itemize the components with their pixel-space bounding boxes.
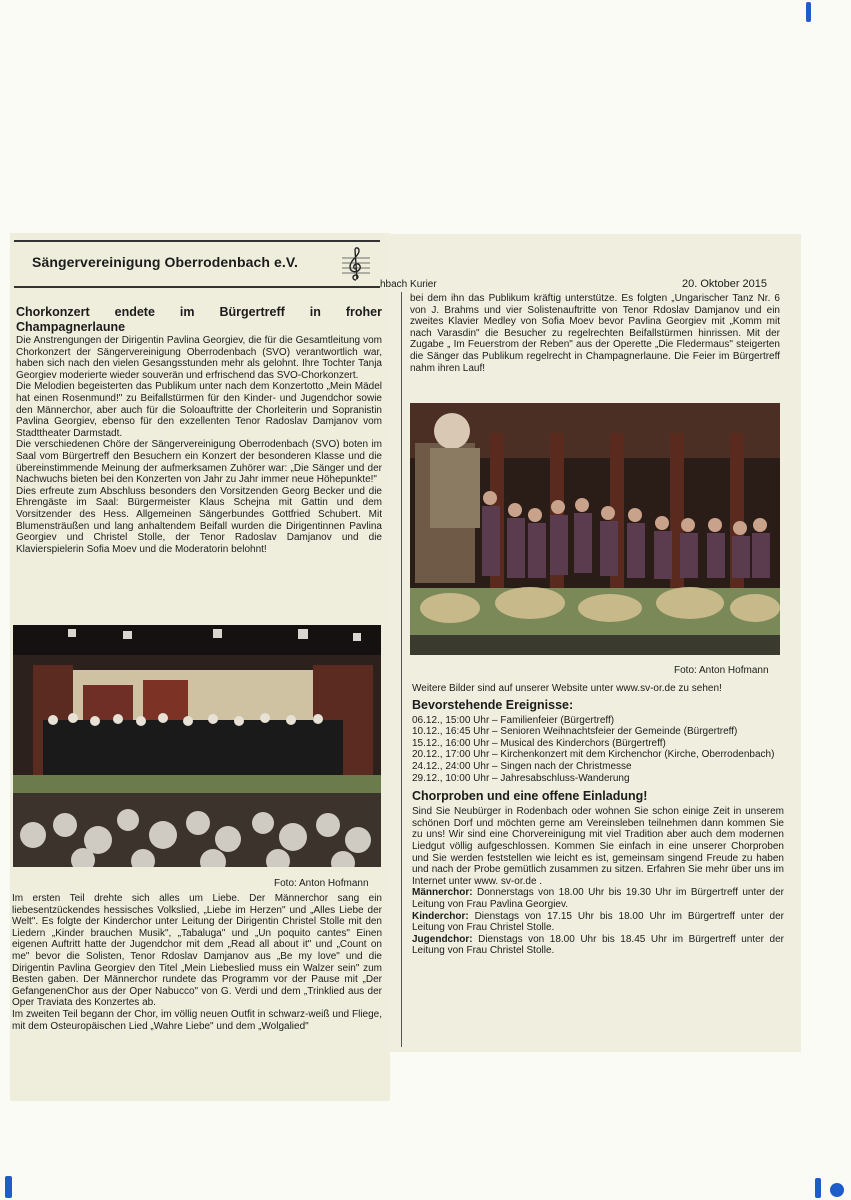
event-item: 06.12., 15:00 Uhr – Familienfeier (Bürgertreff) (412, 714, 615, 726)
rehearsal-label: Kinderchor: (412, 910, 469, 922)
article-left-top (16, 305, 382, 555)
events-list (412, 715, 784, 785)
article-paragraph: Die Melodien begeisterten das Publikum unter nach dem Konzertotto „Mein Mädel hat einen Rosenmund!" zu Beifallstürmen für den Kinder- und Jugendchor sowie den Männerchor, aber auch für die Soloauftritte der Chorleiterin und Sopranistin Pavlina Georgiev, ebenso für den exzellenten Tenor Radoslav Damjanov vom Stadttheater Darmstadt. (16, 381, 382, 439)
events-section (412, 683, 784, 957)
scan-mark (830, 1183, 844, 1197)
treble-clef-icon (342, 246, 370, 282)
invite-heading: Chorproben und eine offene Einladung! (412, 789, 648, 804)
article-headline: Chorkonzert endete im Bürgertreff in froher Champagnerlaune (16, 305, 382, 334)
rehearsal-item (412, 911, 784, 934)
rehearsal-text: Donnerstags von 18.00 Uhr bis 19.30 Uhr im Bürgertreff unter der Leitung von Frau Pavlina Georgiev. (412, 887, 784, 910)
event-item: 15.12., 16:00 Uhr – Musical des Kinderchors (Bürgertreff) (412, 737, 666, 749)
rehearsal-text: Dienstags von 18.00 Uhr bis 18.45 Uhr im Bürgertreff unter der Leitung von Frau Christel Stolle. (412, 933, 784, 957)
event-item: 20.12., 17:00 Uhr – Kirchenkonzert mit dem Kirchenchor (Kirche, Oberrodenbach) (412, 749, 775, 761)
issue-date: 20. Oktober 2015 (682, 278, 768, 290)
scan-mark (806, 2, 811, 22)
article-paragraph: Im zweiten Teil begann der Chor, im völlig neuen Outfit in schwarz-weiß und Fliege, mit dem Osteuropäischen Lied „Wahre Liebe" und dem „Wolgalied" (12, 1008, 382, 1032)
rehearsal-item (412, 887, 784, 910)
concert-photo (13, 625, 381, 867)
website-note: Weitere Bilder sind auf unserer Website unter www.sv-or.de zu sehen! (412, 683, 722, 694)
event-item: 24.12., 24:00 Uhr – Singen nach der Christmesse (412, 760, 632, 772)
rehearsal-label: Männerchor: (412, 887, 473, 899)
rehearsal-label: Jugendchor: (412, 933, 473, 945)
column-divider (401, 292, 402, 1047)
rehearsal-item (412, 934, 784, 957)
article-paragraph: Dies erfreute zum Abschluss besonders den Vorsitzenden Georg Becker und die Ehrengäste im Saal: Bürgermeister Klaus Schejna mit Gattin und dem Vorsitzender des Hess. Allgemeinen Sängerbundes Gottfried Schubert. Mit Blumensträußen und lang anhaltendem Beifall wurden die Dirigentinnen Pavlina Georgiev und Christel Stolle, der Tenor Radoslav Damjanov und die Klavierspielerin Sofia Moev und die Moderatorin belohnt! (16, 485, 382, 555)
article-paragraph: Im ersten Teil drehte sich alles um Liebe. Der Männerchor sang ein liebesentzückendes hessisches Volkslied, „Liebe im Herzen" und „Alles Liebe der Welt". Es folgte der Kinderchor unter Leitung der Dirigentin Christel Stolle mit den Liedern „Kinder brauchen Musik", „Tabaluga" und „Un poquito cantes" Einen eigenen Auftritt hatte der Jugendchor mit dem „Read all about it" und „Count on me" bevor die Solisten, Tenor Rdoslav Damjanov aus „Be my love" und die Dirigentin Pavlina Georgiev den Titel „Mein Liebeslied muss ein Walzer sein" zum Besten gaben. Der Männerchor rundete das Programm vor der Pause mit „Der GefangenenChor aus der Oper Nabucco" von G. Verdi und dem „Trinklied aus der Oper Traviata des Konzertes ab. (12, 893, 382, 1009)
photo-caption: Foto: Anton Hofmann (674, 665, 769, 676)
photo-caption: Foto: Anton Hofmann (274, 878, 369, 889)
invite-text: Sind Sie Neubürger in Rodenbach oder wohnen Sie schon einige Zeit in unserem schönen Dorf und möchten gerne am Vereinsleben teilnehmen dann kommen Sie zu uns! Wir sind eine Chorvereinigung mit viel Tradition aber auch dem modernen Liedgut völlig aufgeschlossen. Kommen Sie einfach in eine unserer Chorproben und Sie werden feststellen wie leicht es ist, gemeinsam singend Freude zu haben und nach der Probe gemütlich zusammen zu sitzen. Erfahren Sie mehr über uns im Internet unter www. sv-or.de . (412, 806, 784, 887)
article-continuation (410, 293, 780, 374)
article-left-bottom (12, 893, 382, 1032)
children-choir-photo (410, 403, 780, 655)
article-paragraph: bei dem ihn das Publikum kräftig unterstütze. Es folgten „Ungarischer Tanz Nr. 6 von J. Brahms und vier Solistenauftritte von Tenor Rdoslav Damjanov und ein zweites Klavier Medley von Sofia Moev bevor Pavlina Georgiev mit „Komm mit nach Varasdin" die Besucher zu regelrechten Beifallstürmen hinrissen. Mit der Zugabe „ Im Feuerstrom der Reben" aus der Operette „Die Fledermaus" steigerten die Sänger das Publikum regelrecht in Champagnerlaune. Die Feier im Bürgertreff nahm ihren Lauf! (410, 293, 780, 374)
scan-mark (5, 1176, 12, 1198)
article-paragraph: Die Anstrengungen der Dirigentin Pavlina Georgiev, die für die Gesamtleitung vom Chorkonzert der Sängervereinigung Oberrodenbach (SVO) verantwortlich war, haben sich nach den vielen Gesangsstunden mehr als gelohnt. Ihre Tochter Tanja Georgiev moderierte wieder souverän und erfrischend das SVO-Chorkonzert. (16, 335, 382, 381)
club-name: Sängervereinigung Oberrodenbach e.V. (32, 254, 299, 270)
event-item: 29.12., 10:00 Uhr – Jahresabschluss-Wanderung (412, 772, 630, 784)
event-item: 10.12., 16:45 Uhr – Senioren Weihnachtsfeier der Gemeinde (Bürgertreff) (412, 726, 738, 738)
masthead (14, 240, 380, 288)
newspaper-name: hbach Kurier (380, 279, 437, 290)
events-heading: Bevorstehende Ereignisse: (412, 697, 574, 712)
rehearsal-text: Dienstags von 17.15 Uhr bis 18.00 Uhr im Bürgertreff unter der Leitung von Frau Christel Stolle. (412, 910, 784, 934)
article-paragraph: Die verschiedenen Chöre der Sängervereinigung Oberrodenbach (SVO) boten im Saal vom Bürgertreff den Besuchern ein Konzert der besonderen Klasse und die übereinstimmende Meinung der aufmerksamen Zuhörer war: „Die Sänger und der Nachwuchs bieten bei den Konzerten von Jahr zu Jahr immer neue Höhepunkte!" (16, 439, 382, 486)
scan-mark (815, 1178, 821, 1198)
